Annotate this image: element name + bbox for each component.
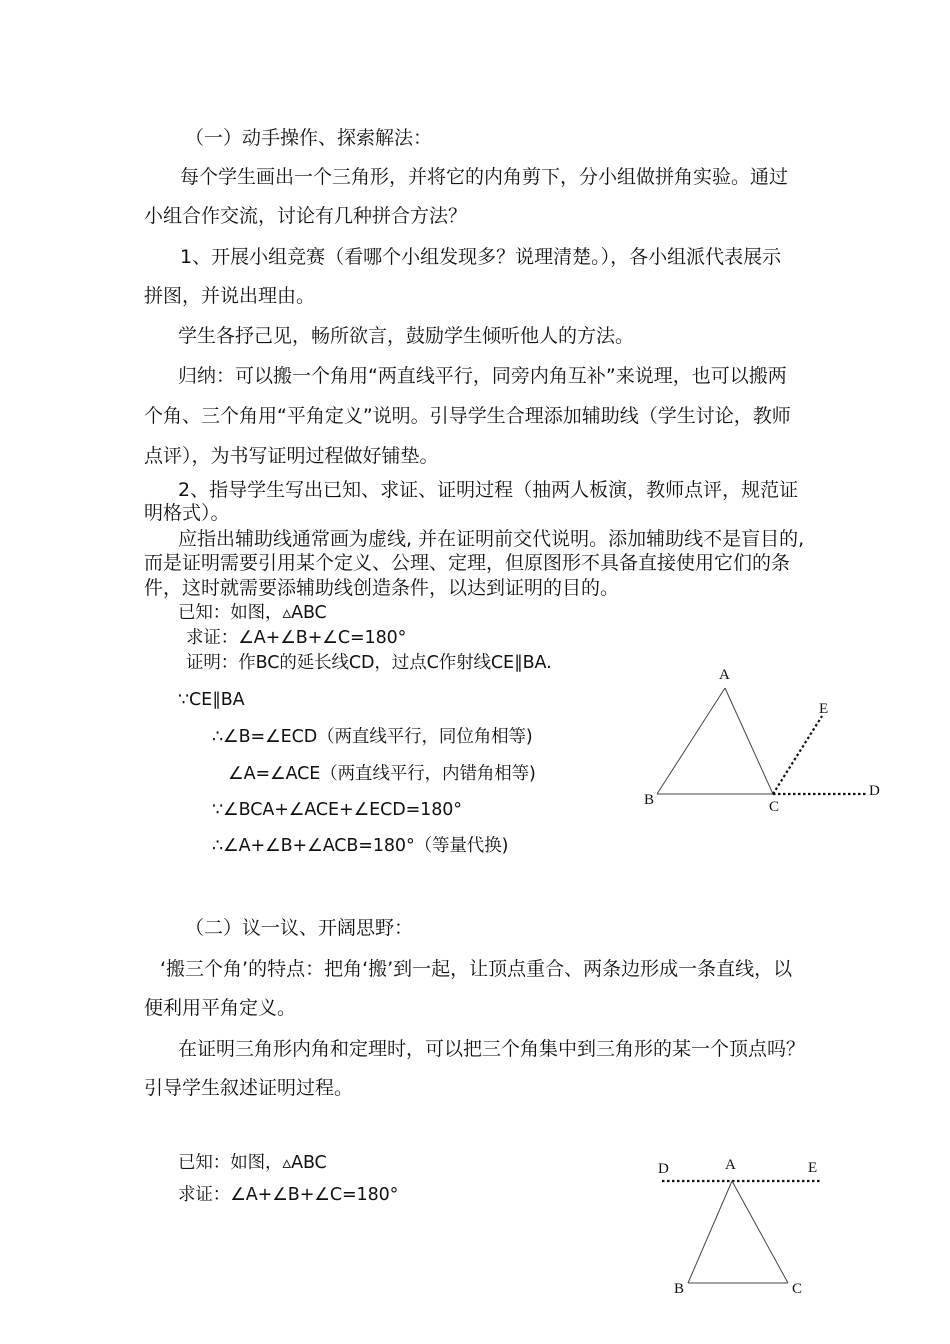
prove-1: 求证：∠A+∠B+∠C=180° [186, 628, 407, 648]
proof-step-1: ∵CE∥BA [178, 690, 245, 710]
proof-step-5: ∴∠A+∠B+∠ACB=180°（等量代换) [212, 836, 509, 856]
given-2: 已知：如图，▵ABC [178, 1153, 327, 1173]
section2-p1-line2: 便利用平角定义。 [144, 997, 297, 1019]
section1-p4-line1: 归纳：可以搬一个角用“两直线平行，同旁内角互补”来说理，也可以搬两 [178, 365, 787, 387]
proof-step-2: ∴∠B=∠ECD（两直线平行，同位角相等) [212, 727, 533, 747]
fig2-label-c: C [792, 1281, 803, 1297]
proof-step-4: ∵∠BCA+∠ACE+∠ECD=180° [212, 800, 462, 820]
proof-intro: 证明：作BC的延长线CD，过点C作射线CE∥BA. [186, 653, 552, 673]
section2-p2-line2: 引导学生叙述证明过程。 [144, 1077, 354, 1099]
section2-p1-line1: ‘搬三个角’的特点：把角‘搬’到一起，让顶点重合、两条边形成一条直线，以 [160, 958, 793, 980]
section1-p1-line1: 每个学生画出一个三角形，并将它的内角剪下，分小组做拼角实验。通过 [180, 166, 789, 188]
proof-step-3: ∠A=∠ACE（两直线平行，内错角相等) [228, 764, 536, 784]
fig2-side-ab [688, 1181, 732, 1283]
fig1-label-a: A [719, 667, 730, 683]
given-1: 已知：如图，▵ABC [178, 603, 327, 623]
fig1-side-ac [725, 688, 773, 794]
section1-heading: （一）动手操作、探索解法： [185, 127, 433, 149]
fig2-label-b: B [674, 1281, 685, 1297]
fig1-label-d: D [869, 783, 880, 799]
section1-p3: 学生各抒己见，畅所欲言，鼓励学生倾听他人的方法。 [178, 325, 635, 347]
prove-2: 求证：∠A+∠B+∠C=180° [178, 1185, 399, 1205]
section1-p6-line3: 件，这时就需要添辅助线创造条件，以达到证明的目的。 [144, 577, 620, 599]
section1-p2-line1: 1、开展小组竞赛（看哪个小组发现多？说理清楚。），各小组派代表展示 [180, 246, 782, 268]
section1-p6-line2: 而是证明需要引用某个定义、公理、定理，但原图形不具备直接使用它们的条 [144, 552, 791, 574]
section1-p6-line1: 应指出辅助线通常画为虚线, 并在证明前交代说明。添加辅助线不是盲目的, [178, 528, 805, 550]
section1-p2-line2: 拼图，并说出理由。 [144, 285, 316, 307]
section2-heading: （二）议一议、开阔思野： [185, 917, 414, 939]
section1-p1-line2: 小组合作交流，讨论有几种拼合方法？ [144, 205, 468, 227]
fig2-label-a: A [725, 1157, 736, 1173]
fig1-label-e: E [819, 701, 829, 717]
figure-1-triangle [635, 660, 895, 820]
section2-p2-line1: 在证明三角形内角和定理时，可以把三个角集中到三角形的某一个顶点吗？ [178, 1038, 806, 1060]
fig1-label-b: B [644, 792, 655, 808]
section1-p5-line2: 明格式）。 [144, 502, 230, 524]
fig2-label-d: D [658, 1161, 669, 1177]
section1-p4-line3: 点评），为书写证明过程做好铺垫。 [144, 445, 439, 467]
fig1-ray-ce [773, 716, 822, 794]
fig2-label-e: E [808, 1160, 818, 1176]
fig1-label-c: C [769, 799, 780, 815]
section1-p5-line1: 2、指导学生写出已知、求证、证明过程（抽两人板演，教师点评，规范证 [178, 479, 799, 501]
fig1-side-ab [657, 688, 725, 794]
section1-p4-line2: 个角、三个角用“平角定义”说明。引导学生合理添加辅助线（学生讨论，教师 [144, 405, 791, 427]
fig2-side-ac [732, 1181, 788, 1283]
figure-2-triangle [648, 1150, 838, 1300]
